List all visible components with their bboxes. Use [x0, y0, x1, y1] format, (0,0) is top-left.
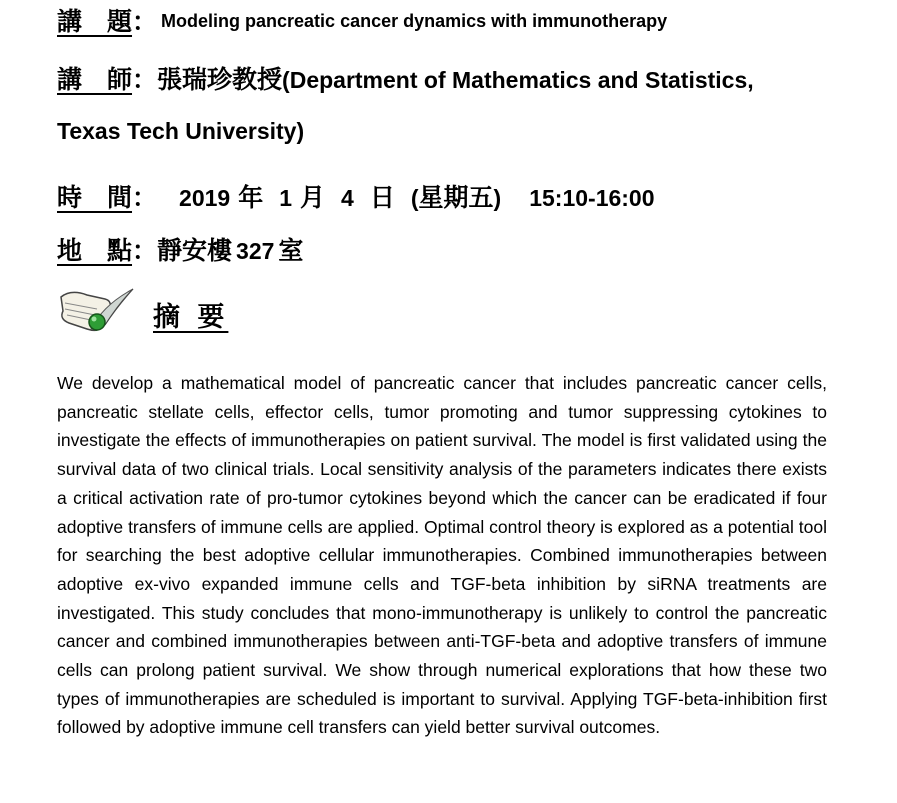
location-building: 靜安樓 — [157, 236, 233, 265]
scroll-quill-icon — [57, 285, 137, 335]
speaker-name: 張瑞珍教授 — [157, 65, 283, 94]
speaker-line — [57, 60, 754, 96]
location-room: 327 — [236, 238, 275, 264]
speaker-affiliation-line — [57, 118, 304, 145]
topic-line — [57, 2, 667, 38]
location-label: 地 點 — [57, 236, 133, 265]
speaker-affiliation-line2: Texas Tech University) — [57, 118, 305, 144]
time-day-unit: 日 — [369, 183, 395, 212]
time-range: 15:10-16:00 — [529, 185, 655, 211]
time-line — [57, 178, 655, 214]
topic-label: 講 題 — [57, 7, 133, 36]
speaker-label: 講 師 — [57, 65, 133, 94]
time-month-unit: 月 — [300, 183, 326, 212]
topic-value: Modeling pancreatic cancer dynamics with immunotherapy — [161, 11, 668, 31]
speaker-affiliation-line1: (Department of Mathematics and Statistics, — [282, 67, 754, 93]
time-colon: ： — [132, 183, 158, 212]
location-line — [57, 231, 303, 267]
topic-colon: ： — [132, 7, 158, 36]
time-day: 4 — [341, 185, 354, 211]
speaker-colon: ： — [132, 65, 158, 94]
time-weekday-open: ( — [410, 185, 419, 211]
time-weekday: 星期五 — [418, 183, 494, 212]
time-label: 時 間 — [57, 183, 133, 212]
time-month: 1 — [279, 185, 293, 211]
time-weekday-close: ) — [493, 185, 502, 211]
abstract-text: We develop a mathematical model of pancreatic cancer that includes pancreatic cancer cells, pancreatic stellate cells, effector cells, tumor promoting and tumor suppressing cytokines to investigate the effects of immunotherapies on patient survival. The model is first validated using the survival data of two clinical trials. Local sensitivity analysis of the parameters indicates there exists a critical activation rate of pro-tumor cytokines beyond which the cancer can be eradicated if four adoptive transfers of immune cells are applied. Optimal control theory is explored as a potential tool for searching the best adoptive cellular immunotherapies. Combined immunotherapies between adoptive ex-vivo expanded immune cells and TGF-beta inhibition by siRNA treatments are investigated. This study concludes that mono-immunotherapy is unlikely to control the pancreatic cancer and combined immunotherapies between anti-TGF-beta and adoptive transfers of immune cells can prolong patient survival. We show through numerical explorations that how these two types of immunotherapies are scheduled is important to survival. Applying TGF-beta-inhibition first followed by adoptive immune cell transfers can yield better survival outcomes. — [57, 373, 827, 738]
time-year: 2019 — [179, 185, 231, 211]
location-colon: ： — [132, 236, 158, 265]
time-year-unit: 年 — [238, 183, 264, 212]
location-room-unit: 室 — [278, 236, 304, 265]
abstract-heading: 摘 要 — [153, 302, 229, 333]
